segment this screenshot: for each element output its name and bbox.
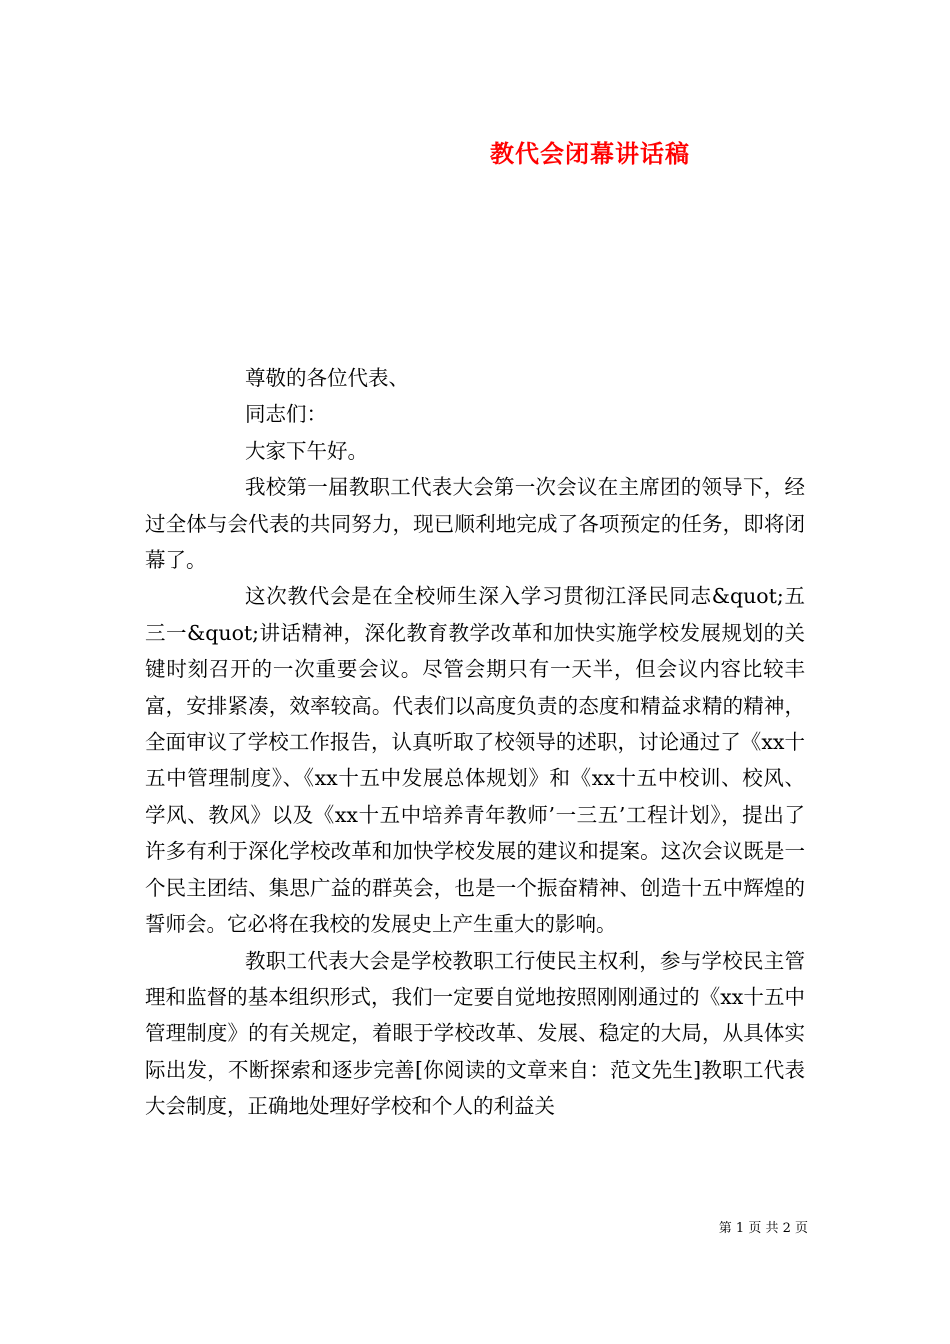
body-paragraph: 我校第一届教职工代表大会第一次会议在主席团的领导下，经过全体与会代表的共同努力，现已顺利地完成了各项预定的任务，即将闭幕了。 [145, 475, 805, 573]
greeting-line: 大家下午好。 [245, 438, 368, 463]
document-body [145, 360, 805, 1125]
document-title: 教代会闭幕讲话稿 [490, 139, 690, 168]
body-paragraph: 教职工代表大会是学校教职工行使民主权利，参与学校民主管理和监督的基本组织形式，我们一定要自觉地按照刚刚通过的《xx十五中管理制度》的有关规定，着眼于学校改革、发展、稳定的大局，从具体实际出发，不断探索和逐步完善[你阅读的文章来自：范文先生]教职工代表大会制度，正确地处理好学校和个人的利益关 [145, 948, 805, 1119]
body-paragraph: 这次教代会是在全校师生深入学习贯彻江泽民同志&quot;五三一&quot;讲话精神，深化教育教学改革和加快实施学校发展规划的关键时刻召开的一次重要会议。尽管会期只有一天半，但会议内容比较丰富，安排紧凑，效率较高。代表们以高度负责的态度和精益求精的精神，全面审议了学校工作报告，认真听取了校领导的述职，讨论通过了《xx十五中管理制度》、《xx十五中发展总体规划》和《xx十五中校训、校风、学风、教风》以及《xx十五中培养青年教师’一三五’工程计划》，提出了许多有利于深化学校改革和加快学校发展的建议和提案。这次会议既是一个民主团结、集思广益的群英会，也是一个振奋精神、创造十五中辉煌的誓师会。它必将在我校的发展史上产生重大的影响。 [145, 584, 805, 937]
salutation-line-2: 同志们： [245, 402, 327, 427]
salutation-line-1: 尊敬的各位代表、 [245, 366, 409, 390]
page-number-footer: 第 1 页 共 2 页 [718, 1221, 808, 1236]
